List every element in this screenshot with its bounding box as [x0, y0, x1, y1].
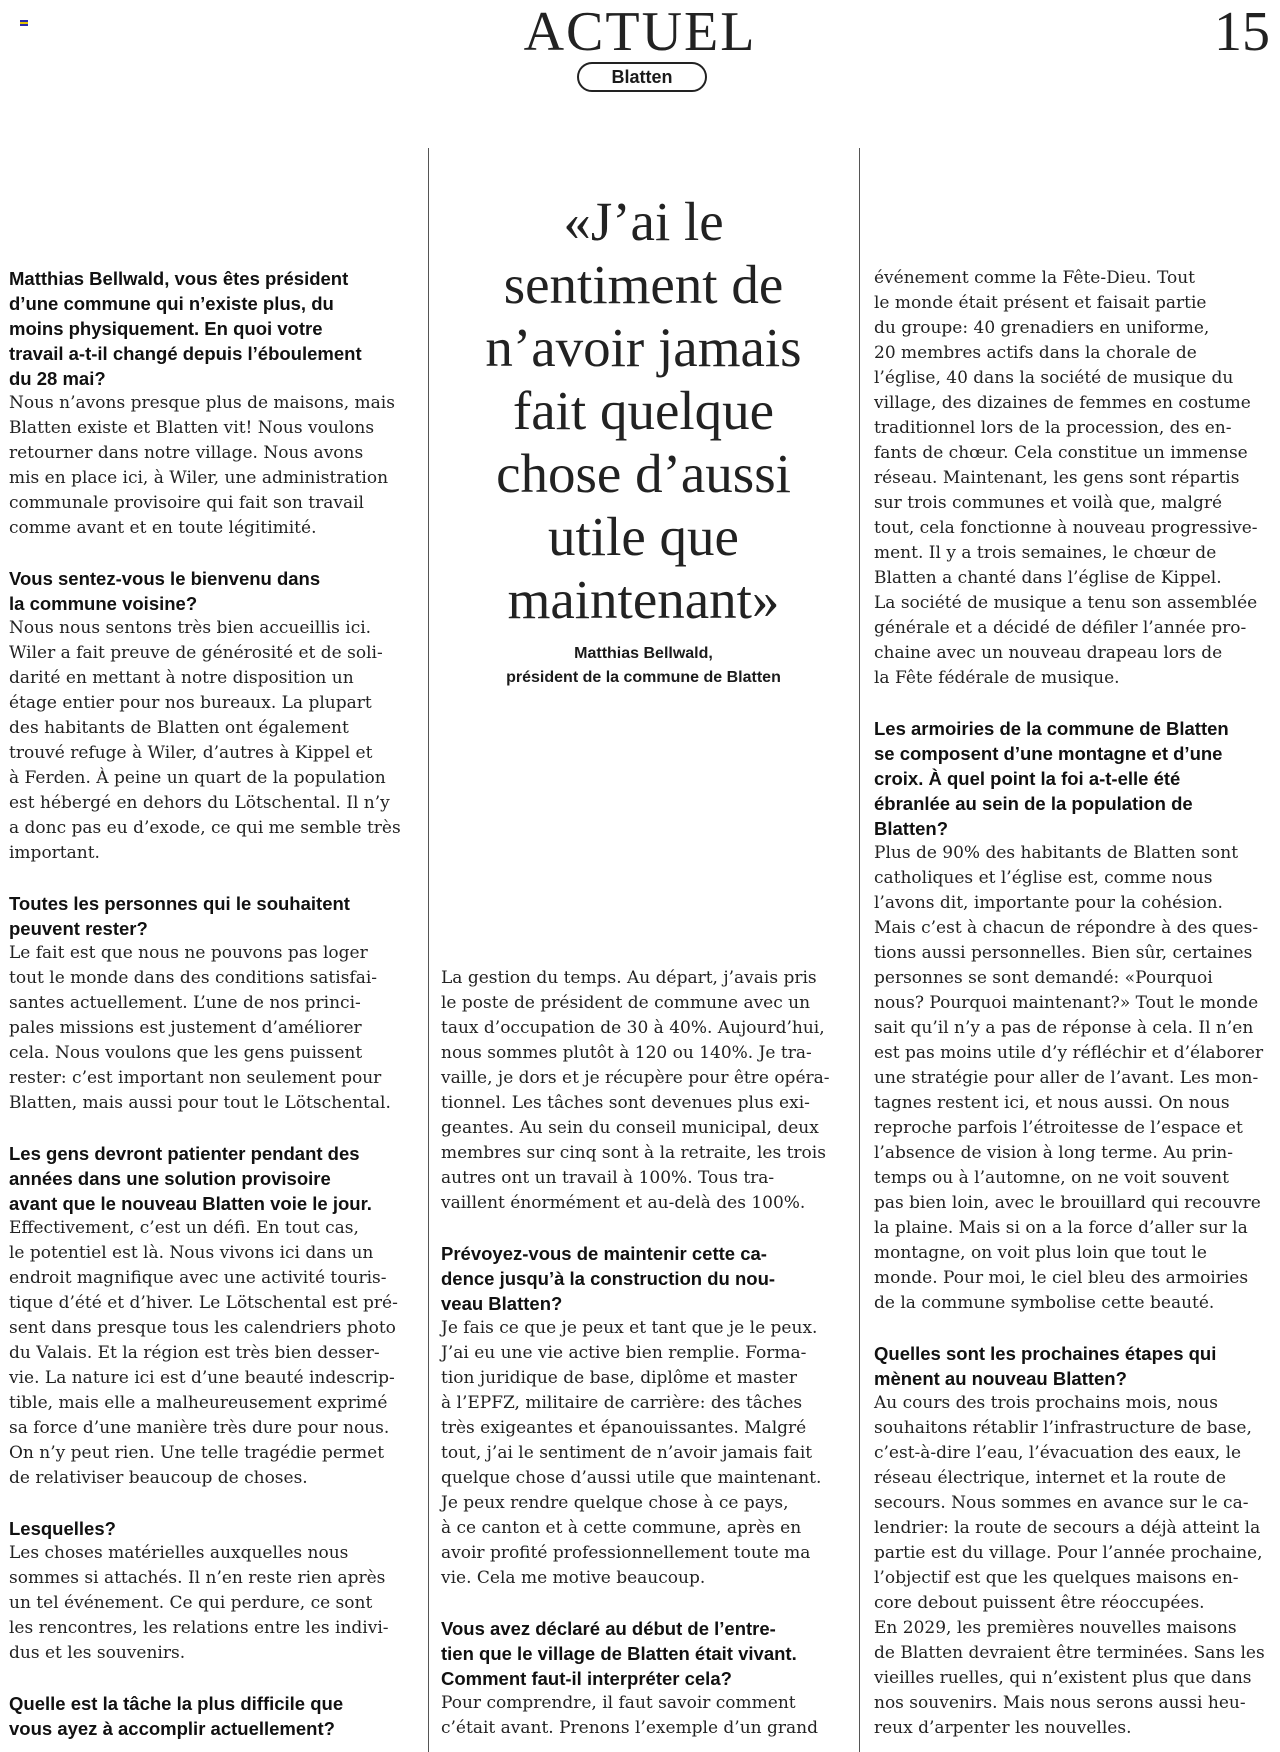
- paragraph-gap: [9, 541, 415, 566]
- interview-answer-line: santes actuellement. L’une de nos princi-: [9, 993, 361, 1013]
- interview-answer-line: Mais c’est à chacun de répondre à des ques-: [874, 918, 1259, 938]
- interview-answer-line: retourner dans notre village. Nous avons: [9, 443, 364, 463]
- interview-answer-line: J’ai eu une vie active bien remplie. Forma-: [441, 1343, 807, 1363]
- interview-answer-line: de la commune symbolise cette beauté.: [874, 1293, 1215, 1313]
- interview-answer-line: à Ferden. À peine un quart de la population: [9, 768, 386, 788]
- article-column-1: [9, 266, 415, 1741]
- paragraph-gap: [9, 866, 415, 891]
- interview-answer-line: Nous n’avons presque plus de maisons, mais: [9, 393, 395, 413]
- interview-answer-line: tionnel. Les tâches sont devenues plus exi-: [441, 1093, 810, 1113]
- interview-question-line: peuvent rester?: [9, 918, 148, 939]
- interview-answer-line: de Blatten devraient être terminées. Sans les: [874, 1643, 1265, 1663]
- interview-answer-line: est pas moins utile d’y réfléchir et d’élaborer: [874, 1043, 1264, 1063]
- interview-answer-line: vaille, je dors et je récupère pour être opéra-: [441, 1068, 830, 1088]
- article-column-3: [874, 266, 1274, 1741]
- interview-answer-line: sa force d’une manière très dure pour nous.: [9, 1418, 390, 1438]
- interview-answer-line: c’est-à-dire l’eau, l’évacuation des eaux, le: [874, 1443, 1242, 1463]
- interview-question-line: Les armoiries de la commune de Blatten: [874, 718, 1229, 739]
- interview-answer-line: des habitants de Blatten ont également: [9, 718, 349, 738]
- interview-answer-line: tout le monde dans des conditions satisfai-: [9, 968, 378, 988]
- paragraph-gap: [9, 1666, 415, 1691]
- interview-answer-line: le poste de président de commune avec un: [441, 993, 811, 1013]
- interview-question-line: Matthias Bellwald, vous êtes président: [9, 268, 349, 289]
- interview-answer-line: la Fête fédérale de musique.: [874, 668, 1120, 688]
- interview-answer-line: Wiler a fait preuve de générosité et de soli-: [9, 643, 383, 663]
- interview-answer-line: Je peux rendre quelque chose à ce pays,: [441, 1493, 789, 1513]
- interview-answer-line: vieilles ruelles, qui n’existent plus que dans: [874, 1668, 1252, 1688]
- interview-answer-line: nous sommes plutôt à 120 ou 140%. Je tra-: [441, 1043, 812, 1063]
- interview-answer-line: un tel événement. Ce qui perdure, ce sont: [9, 1593, 373, 1613]
- interview-question-line: travail a-t-il changé depuis l’éboulement: [9, 343, 362, 364]
- interview-answer-line: tout, cela fonctionne à nouveau progressive-: [874, 518, 1258, 538]
- interview-answer-line: du Valais. Et la région est très bien desser-: [9, 1343, 380, 1363]
- interview-answer-line: vaillent énormément et au-delà des 100%.: [441, 1193, 806, 1213]
- interview-answer-line: tout, j’ai le sentiment de n’avoir jamais fait: [441, 1443, 813, 1463]
- interview-answer-line: réseau électrique, internet et la route de: [874, 1468, 1227, 1488]
- interview-answer-line: avoir profité professionnellement toute ma: [441, 1543, 811, 1563]
- interview-answer-line: On n’y peut rien. Une telle tragédie permet: [9, 1443, 385, 1463]
- pull-quote-line: «J’ai le: [563, 191, 724, 252]
- interview-answer-line: la plaine. Mais si on a la force d’aller sur la: [874, 1218, 1248, 1238]
- interview-answer-line: fants de chœur. Cela constitue un immense: [874, 443, 1248, 463]
- interview-question-line: Quelles sont les prochaines étapes qui: [874, 1343, 1217, 1364]
- interview-answer-line: très exigeantes et épanouissantes. Malgré: [441, 1418, 807, 1438]
- paragraph-gap: [441, 1216, 846, 1241]
- interview-answer-line: temps ou à l’automne, on ne voit souvent: [874, 1168, 1229, 1188]
- page-title: ACTUEL: [523, 1, 757, 63]
- interview-answer-line: l’absence de vision à long terme. Au prin-: [874, 1143, 1233, 1163]
- paragraph-gap: [441, 1591, 846, 1616]
- paragraph-gap: [9, 1116, 415, 1141]
- interview-answer-line: core debout puissent être réoccupées.: [874, 1593, 1205, 1613]
- interview-answer-line: dus et les souvenirs.: [9, 1643, 186, 1663]
- page-number: 15: [1214, 1, 1270, 63]
- interview-answer-line: tions aussi personnelles. Bien sûr, certaines: [874, 943, 1253, 963]
- interview-answer-line: Le fait est que nous ne pouvons pas loger: [9, 943, 368, 963]
- article-column-2: [441, 966, 846, 1741]
- interview-answer-line: événement comme la Fête-Dieu. Tout: [874, 268, 1196, 288]
- interview-question-line: Vous sentez-vous le bienvenu dans: [9, 568, 321, 589]
- interview-question-line: croix. À quel point la foi a-t-elle été: [874, 768, 1181, 789]
- interview-answer-line: Nous nous sentons très bien accueillis ici.: [9, 618, 372, 638]
- interview-answer-line: mis en place ici, à Wiler, une administration: [9, 468, 389, 488]
- interview-answer-line: autres ont un travail à 100%. Tous tra-: [441, 1168, 775, 1188]
- interview-answer-line: tique d’été et d’hiver. Le Lötschental est pré-: [9, 1293, 398, 1313]
- interview-answer-line: générale et a décidé de défiler l’année pro-: [874, 618, 1247, 638]
- pull-quote-line: n’avoir jamais: [485, 317, 802, 378]
- interview-answer-line: a donc pas eu d’exode, ce qui me semble très: [9, 818, 401, 838]
- interview-question-line: Vous avez déclaré au début de l’entre-: [441, 1618, 776, 1639]
- interview-answer-line: tagnes restent ici, et nous aussi. On nous: [874, 1093, 1230, 1113]
- interview-answer-line: trouvé refuge à Wiler, d’autres à Kippel et: [9, 743, 373, 763]
- interview-answer-line: nos souvenirs. Mais nous serons aussi heu-: [874, 1693, 1246, 1713]
- interview-question-line: Les gens devront patienter pendant des: [9, 1143, 360, 1164]
- interview-answer-line: geantes. Au sein du conseil municipal, deux: [441, 1118, 819, 1138]
- section-tag: Blatten: [577, 62, 707, 92]
- interview-answer-line: le potentiel est là. Nous vivons ici dans un: [9, 1243, 374, 1263]
- interview-answer-line: chaine avec un nouveau drapeau lors de: [874, 643, 1223, 663]
- interview-question-line: ébranlée au sein de la population de: [874, 793, 1193, 814]
- interview-answer-line: souhaitons rétablir l’infrastructure de base,: [874, 1418, 1252, 1438]
- interview-answer-line: montagne, on voit plus loin que tout le: [874, 1243, 1207, 1263]
- interview-answer-line: sait qu’il n’y a pas de réponse à cela. Il n’en: [874, 1018, 1254, 1038]
- interview-answer-line: c’était avant. Prenons l’exemple d’un grand: [441, 1718, 818, 1738]
- interview-answer-line: pas bien loin, avec le brouillard qui recouvre: [874, 1193, 1261, 1213]
- interview-question-line: mènent au nouveau Blatten?: [874, 1368, 1127, 1389]
- interview-answer-line: village, des dizaines de femmes en costume: [874, 393, 1251, 413]
- interview-answer-line: Effectivement, c’est un défi. En tout cas,: [9, 1218, 359, 1238]
- interview-answer-line: une stratégie pour aller de l’avant. Les mon-: [874, 1068, 1259, 1088]
- interview-question-line: moins physiquement. En quoi votre: [9, 318, 323, 339]
- interview-answer-line: sur trois communes et voilà que, malgré: [874, 493, 1223, 513]
- interview-answer-line: membres sur cinq sont à la retraite, les trois: [441, 1143, 826, 1163]
- interview-answer-line: du groupe: 40 grenadiers en uniforme,: [874, 318, 1210, 338]
- interview-answer-line: réseau. Maintenant, les gens sont répartis: [874, 468, 1240, 488]
- interview-answer-line: La société de musique a tenu son assemblée: [874, 593, 1258, 613]
- paragraph-gap: [874, 1316, 1274, 1341]
- interview-answer-line: reux d’arpenter les nouvelles.: [874, 1718, 1132, 1738]
- column-divider-right: [859, 148, 860, 1752]
- credit-name: Matthias Bellwald,: [574, 645, 713, 662]
- pull-quote-line: fait quelque: [512, 380, 775, 441]
- pull-quote-line: sentiment de: [503, 254, 784, 315]
- interview-answer-line: Pour comprendre, il faut savoir comment: [441, 1693, 796, 1713]
- interview-answer-line: 20 membres actifs dans la chorale de: [874, 343, 1197, 363]
- interview-question-line: Toutes les personnes qui le souhaitent: [9, 893, 350, 914]
- interview-question-line: tien que le village de Blatten était vivant.: [441, 1643, 797, 1664]
- interview-answer-line: quelque chose d’aussi utile que maintenant.: [441, 1468, 822, 1488]
- interview-answer-line: vie. Cela me motive beaucoup.: [441, 1568, 706, 1588]
- interview-answer-line: le monde était présent et faisait partie: [874, 293, 1207, 313]
- interview-answer-line: comme avant et en toute légitimité.: [9, 518, 317, 538]
- interview-answer-line: Plus de 90% des habitants de Blatten sont: [874, 843, 1239, 863]
- interview-answer-line: Blatten, mais aussi pour tout le Lötschental.: [9, 1093, 391, 1113]
- paragraph-gap: [874, 691, 1274, 716]
- interview-answer-line: Au cours des trois prochains mois, nous: [874, 1393, 1218, 1413]
- interview-answer-line: tion juridique de base, diplôme et master: [441, 1368, 797, 1388]
- interview-answer-line: darité en mettant à notre disposition un: [9, 668, 354, 688]
- interview-answer-line: sommes si attachés. Il n’en reste rien après: [9, 1568, 386, 1588]
- interview-question-line: d’une commune qui n’existe plus, du: [9, 293, 334, 314]
- interview-question-line: Comment faut-il interpréter cela?: [441, 1668, 732, 1689]
- pull-quote-credit: [441, 642, 846, 690]
- interview-answer-line: En 2029, les premières nouvelles maisons: [874, 1618, 1237, 1638]
- interview-answer-line: Blatten a chanté dans l’église de Kippel.: [874, 568, 1222, 588]
- interview-answer-line: Je fais ce que je peux et tant que je le peux.: [441, 1318, 818, 1338]
- interview-question-line: avant que le nouveau Blatten voie le jour.: [9, 1193, 372, 1214]
- interview-question-line: se composent d’une montagne et d’une: [874, 743, 1223, 764]
- pull-quote-line: maintenant»: [507, 569, 780, 630]
- interview-answer-line: La gestion du temps. Au départ, j’avais pris: [441, 968, 817, 988]
- interview-question-line: dence jusqu’à la construction du nou-: [441, 1268, 776, 1289]
- interview-question-line: du 28 mai?: [9, 368, 106, 389]
- interview-answer-line: cela. Nous voulons que les gens puissent: [9, 1043, 363, 1063]
- interview-answer-line: secours. Nous sommes en avance sur le ca-: [874, 1493, 1249, 1513]
- interview-answer-line: Blatten existe et Blatten vit! Nous voulons: [9, 418, 375, 438]
- interview-answer-line: reproche parfois l’étroitesse de l’espace et: [874, 1118, 1243, 1138]
- interview-answer-line: à ce canton et à cette commune, après en: [441, 1518, 802, 1538]
- interview-answer-line: pales missions est justement d’améliorer: [9, 1018, 362, 1038]
- interview-answer-line: lendrier: la route de secours a déjà atteint la: [874, 1518, 1261, 1538]
- pull-quote-line: chose d’aussi: [496, 443, 791, 504]
- interview-answer-line: partie est du village. Pour l’année prochaine,: [874, 1543, 1263, 1563]
- interview-answer-line: vie. La nature ici est d’une beauté indescrip-: [9, 1368, 395, 1388]
- interview-answer-line: nous? Pourquoi maintenant?» Tout le monde: [874, 993, 1259, 1013]
- interview-question-line: veau Blatten?: [441, 1293, 563, 1314]
- interview-answer-line: tible, mais elle a malheureusement exprimé: [9, 1393, 388, 1413]
- interview-answer-line: communale provisoire qui fait son travail: [9, 493, 364, 513]
- interview-question-line: vous ayez à accomplir actuellement?: [9, 1718, 335, 1739]
- interview-answer-line: monde. Pour moi, le ciel bleu des armoiries: [874, 1268, 1249, 1288]
- interview-answer-line: l’avons dit, importante pour la cohésion.: [874, 893, 1223, 913]
- interview-question-line: la commune voisine?: [9, 593, 198, 614]
- interview-answer-line: catholiques et l’église est, comme nous: [874, 868, 1213, 888]
- interview-answer-line: l’église, 40 dans la société de musique du: [874, 368, 1234, 388]
- interview-answer-line: l’objectif est que les quelques maisons en-: [874, 1568, 1239, 1588]
- interview-answer-line: personnes se sont demandé: «Pourquoi: [874, 968, 1213, 988]
- interview-answer-line: rester: c’est important non seulement pour: [9, 1068, 382, 1088]
- interview-answer-line: traditionnel lors de la procession, des en-: [874, 418, 1232, 438]
- interview-answer-line: endroit magnifique avec une activité touris-: [9, 1268, 387, 1288]
- column-divider-left: [428, 148, 429, 1752]
- interview-question-line: Blatten?: [874, 818, 948, 839]
- interview-answer-line: les rencontres, les relations entre les indivi-: [9, 1618, 389, 1638]
- interview-answer-line: important.: [9, 843, 100, 863]
- pull-quote: [441, 190, 846, 631]
- pull-quote-line: utile que: [548, 506, 739, 567]
- interview-answer-line: étage entier pour nos bureaux. La plupart: [9, 693, 372, 713]
- credit-role: président de la commune de Blatten: [506, 669, 781, 686]
- interview-question-line: Prévoyez-vous de maintenir cette ca-: [441, 1243, 767, 1264]
- interview-answer-line: sent dans presque tous les calendriers photo: [9, 1318, 396, 1338]
- interview-answer-line: de relativiser beaucoup de choses.: [9, 1468, 308, 1488]
- interview-answer-line: à l’EPFZ, militaire de carrière: des tâches: [441, 1393, 803, 1413]
- interview-question-line: Lesquelles?: [9, 1518, 116, 1539]
- interview-question-line: Quelle est la tâche la plus difficile que: [9, 1693, 344, 1714]
- interview-answer-line: ment. Il y a trois semaines, le chœur de: [874, 543, 1217, 563]
- interview-answer-line: est hébergé en dehors du Lötschental. Il n’y: [9, 793, 390, 813]
- interview-answer-line: Les choses matérielles auxquelles nous: [9, 1543, 349, 1563]
- interview-answer-line: taux d’occupation de 30 à 40%. Aujourd’hui,: [441, 1018, 825, 1038]
- interview-question-line: années dans une solution provisoire: [9, 1168, 331, 1189]
- paragraph-gap: [9, 1491, 415, 1516]
